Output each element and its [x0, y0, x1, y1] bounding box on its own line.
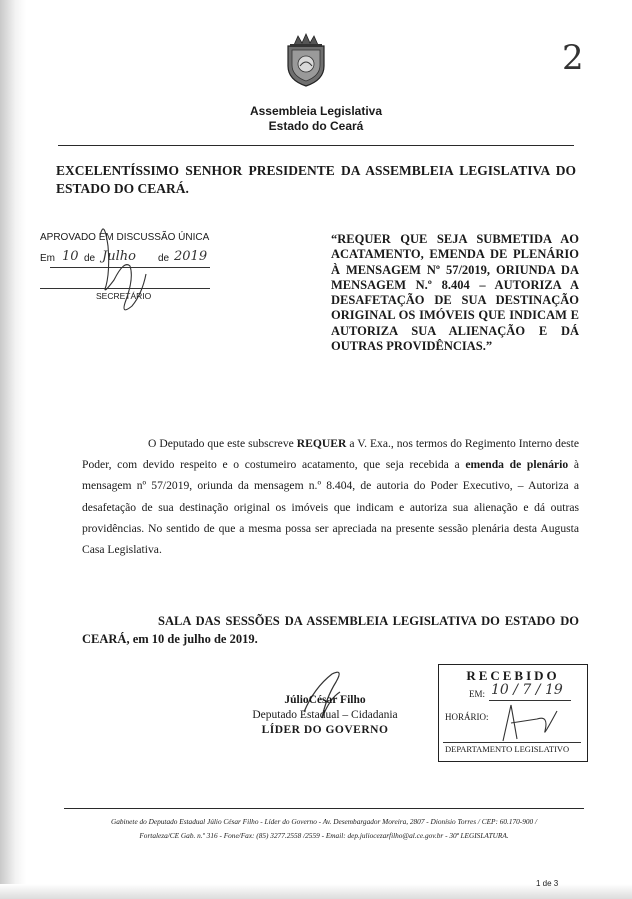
- approval-signature-scribble: [90, 216, 180, 326]
- approval-signatory-label: SECRETÁRIO: [96, 291, 152, 301]
- signature-block: [220, 693, 430, 738]
- body-requer: REQUER: [296, 437, 347, 450]
- received-department-line: [443, 742, 581, 743]
- coat-of-arms-icon: [284, 32, 328, 88]
- addressee: EXCELENTÍSSIMO SENHOR PRESIDENTE DA ASSEMBLEIA LEGISLATIVA DO ESTADO DO CEARÁ.: [56, 163, 576, 196]
- approval-date-year: 2019: [174, 249, 208, 264]
- approval-date-of2: de: [158, 253, 170, 264]
- signature-position: LÍDER DO GOVERNO: [261, 724, 389, 736]
- received-date-value: 10 / 7 / 19: [491, 682, 563, 698]
- signature-name: JúlioCésar Filho: [284, 694, 366, 706]
- received-stamp-title: RECEBIDO: [466, 668, 560, 683]
- header-state: Estado do Ceará: [268, 119, 364, 133]
- closing-text: SALA DAS SESSÕES DA ASSEMBLEIA LEGISLATIVA DO ESTADO DO CEARÁ, em 10 de julho de 2019.: [82, 614, 579, 646]
- received-time-label: HORÁRIO:: [445, 712, 489, 722]
- approval-date-day: 10: [62, 249, 79, 264]
- approval-date-month: Julho: [102, 249, 136, 264]
- header-divider: [58, 145, 574, 146]
- signature-role: Deputado Estadual – Cidadania: [252, 709, 398, 721]
- approval-stamp-title: APROVADO EM DISCUSSÃO ÚNICA: [40, 232, 210, 243]
- received-stamp: [438, 664, 588, 762]
- body-part-2: a V. Exa., nos termos do Regimento Interno deste Poder, com devido respeito e o costumeiro acatamento, que seja recebida a: [82, 437, 579, 472]
- scan-left-edge: [0, 0, 26, 899]
- approval-date-prefix: Em: [40, 253, 55, 264]
- header-institution: Assembleia Legislativa: [249, 104, 383, 118]
- received-initials-scribble: [497, 701, 567, 743]
- received-date-label: EM:: [469, 689, 486, 699]
- footer-line-1: Gabinete do Deputado Estadual Júlio César Filho - Líder do Governo - Av. Desembargador Moreira, 2807 - Dionísio Torres / CEP: 60.170-900 /: [110, 817, 538, 826]
- footer-divider: [64, 808, 584, 809]
- received-department: DEPARTAMENTO LEGISLATIVO: [445, 744, 570, 754]
- body-part-1: O Deputado que este subscreve: [148, 437, 297, 450]
- body-emenda: emenda de plenário: [465, 458, 569, 472]
- approval-date-of: de: [84, 253, 96, 264]
- page-indicator: 1 de 3: [536, 879, 559, 888]
- footer: [64, 815, 584, 843]
- body-part-3: à mensagem nº 57/2019, oriunda da mensagem n.º 8.404, de autoria do Poder Executivo, – Autoriza a desafetação de sua destinação original os imóveis que indicam e autoriza sua alienação e dá outras providências. No sentido de que a mesma possa ser apreciada na presente sessão plenária desta Augusta Casa Legislativa.: [82, 458, 579, 557]
- approval-stamp: [40, 232, 215, 307]
- footer-line-2: Fortaleza/CE Gab. n.º 316 - Fone/Fax: (85) 3277.2558 /2559 - Email: dep.juliocezarfilho@al.ce.gov.br - 30ª LEGISLATURA.: [139, 831, 509, 840]
- request-title: “REQUER QUE SEJA SUBMETIDA AO ACATAMENTO, EMENDA DE PLENÁRIO À MENSAGEM Nº 57/2019, ORIUNDA DA MENSAGEM N.º 8.404 – AUTORIZA A DESAFETAÇÃO DE SUA DESTINAÇÃO ORIGINAL OS IMÓVEIS QUE INDICAM E AUTORIZA SUA ALIENAÇÃO E DÁ OUTRAS PROVIDÊNCIAS.”: [331, 232, 579, 354]
- handwritten-page-mark: 2: [562, 38, 584, 78]
- body-paragraph: [82, 433, 579, 560]
